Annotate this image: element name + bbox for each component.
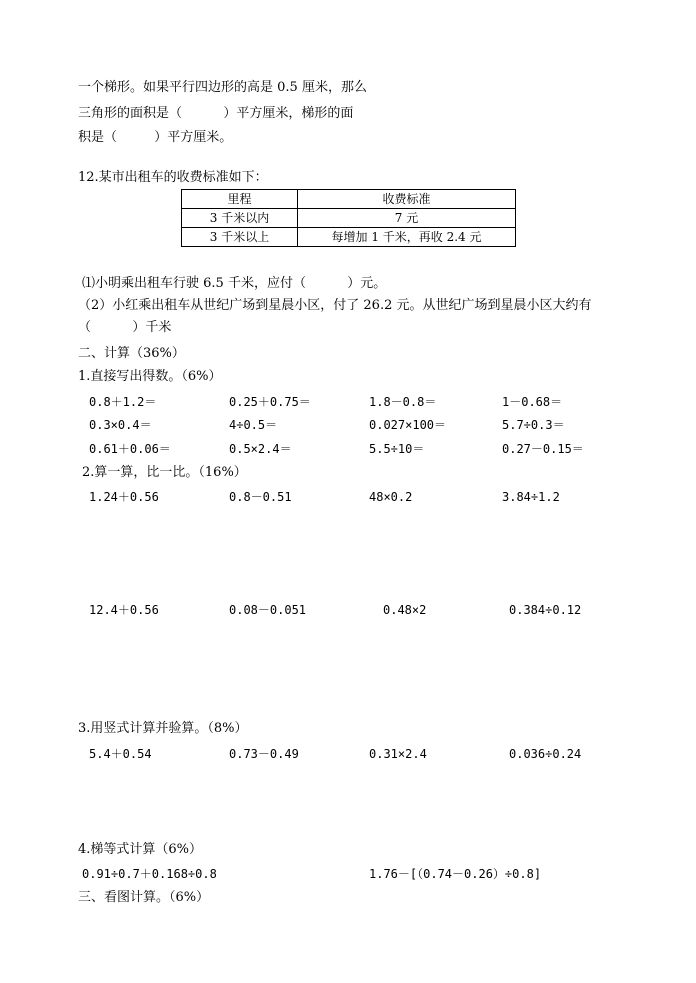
q1-item: 0.27－0.15＝ <box>502 442 584 456</box>
fare-table <box>181 189 516 247</box>
q3-title: 3.用竖式计算并验算。（8%） <box>78 721 248 736</box>
q2-item: 0.384÷0.12 <box>509 603 582 617</box>
q12-sub2: （2）小红乘出租车从世纪广场到星晨小区，付了 26.2 元。从世纪广场到星晨小区大约有 <box>78 298 592 313</box>
q2-item: 3.84÷1.2 <box>502 490 560 504</box>
q1-item: 4÷0.5＝ <box>229 418 278 432</box>
q1-item: 1.8－0.8＝ <box>369 395 437 409</box>
q4-item: 0.91÷0.7＋0.168÷0.8 <box>82 867 217 881</box>
q1-item: 0.25＋0.75＝ <box>229 395 311 409</box>
q1-title: 1.直接写出得数。（6%） <box>78 369 222 384</box>
table-row <box>182 228 516 247</box>
table-row <box>182 190 516 209</box>
table-row <box>182 209 516 228</box>
q1-item: 0.3×0.4＝ <box>89 418 152 432</box>
table-header-mileage: 里程 <box>182 190 298 209</box>
q1-item: 0.027×100＝ <box>369 418 447 432</box>
q12-sub2-answer: （ ）千米 <box>78 320 172 335</box>
q3-item: 0.31×2.4 <box>369 747 427 761</box>
table-cell: 3 千米以内 <box>182 209 298 228</box>
section3-title: 三、看图计算。（6%） <box>78 890 210 905</box>
q1-item: 0.8＋1.2＝ <box>89 395 157 409</box>
q3-item: 0.73－0.49 <box>229 747 299 761</box>
q1-item: 0.61＋0.06＝ <box>89 442 171 456</box>
table-header-fee: 收费标准 <box>298 190 516 209</box>
table-cell: 每增加 1 千米，再收 2.4 元 <box>298 228 516 247</box>
q2-item: 48×0.2 <box>369 490 413 504</box>
table-cell: 3 千米以上 <box>182 228 298 247</box>
section2-title: 二、计算（36%） <box>78 346 185 361</box>
q1-item: 0.5×2.4＝ <box>229 442 292 456</box>
q2-item: 12.4＋0.56 <box>89 603 159 617</box>
q2-item: 0.08－0.051 <box>229 603 307 617</box>
table-cell: 7 元 <box>298 209 516 228</box>
q12-title: 12.某市出租车的收费标准如下： <box>78 170 268 185</box>
intro-line-1: 一个梯形。如果平行四边形的高是 0.5 厘米，那么 <box>78 80 367 95</box>
q4-title: 4.梯等式计算（6%） <box>78 842 203 857</box>
intro-line-3: 积是（ ）平方厘米。 <box>78 130 233 145</box>
q3-item: 5.4＋0.54 <box>89 747 152 761</box>
q12-sub1: ⑴小明乘出租车行驶 6.5 千米，应付（ ）元。 <box>82 276 387 291</box>
q2-item: 0.8－0.51 <box>229 490 292 504</box>
q1-item: 1－0.68＝ <box>502 395 563 409</box>
q2-item: 0.48×2 <box>383 603 427 617</box>
q2-title: 2.算一算，比一比。（16%） <box>82 465 247 480</box>
intro-line-2: 三角形的面积是（ ）平方厘米，梯形的面 <box>78 106 354 121</box>
q3-item: 0.036÷0.24 <box>509 747 582 761</box>
q1-item: 5.5÷10＝ <box>369 442 425 456</box>
q1-item: 5.7÷0.3＝ <box>502 418 565 432</box>
q2-item: 1.24＋0.56 <box>89 490 159 504</box>
q4-item: 1.76－[（0.74－0.26）÷0.8] <box>369 867 542 881</box>
